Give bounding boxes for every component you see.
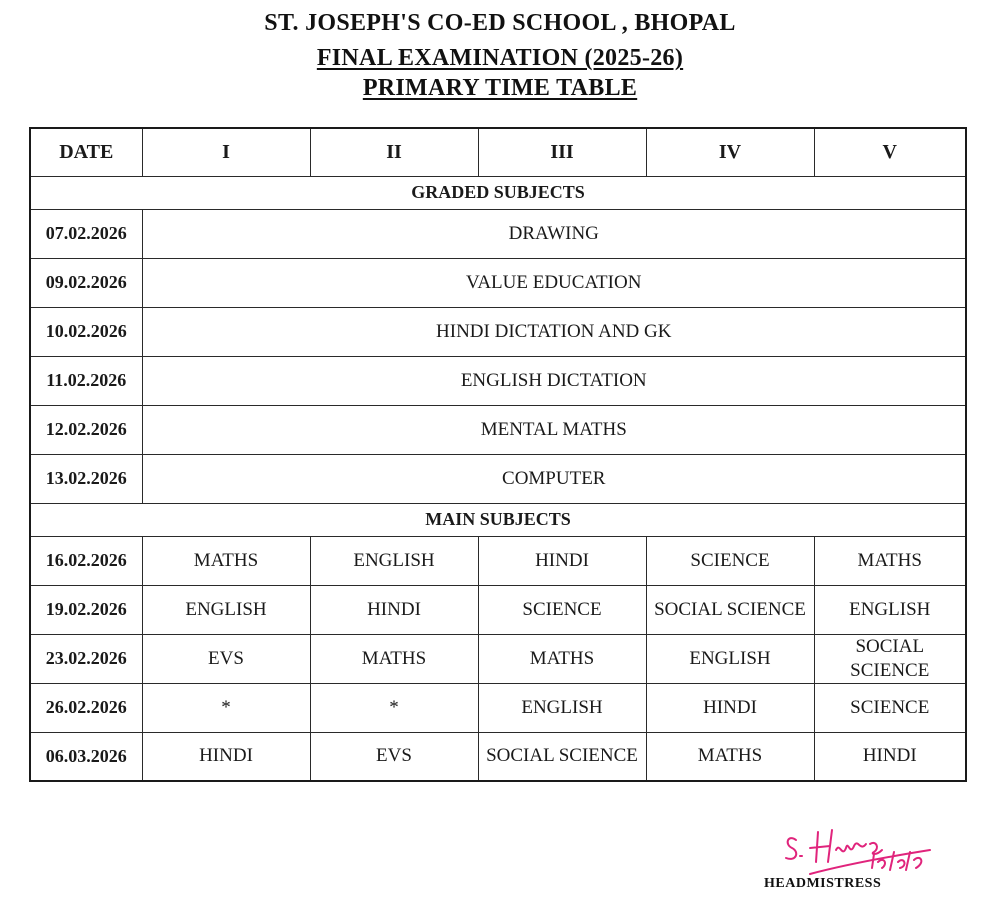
subject-cell: EVS: [310, 732, 478, 781]
col-header-class-1: I: [142, 128, 310, 176]
table-row: [30, 454, 966, 503]
exam-date: 13.02.2026: [30, 454, 142, 503]
table-row: [30, 307, 966, 356]
exam-timetable: [29, 127, 967, 782]
section-row-main: [30, 503, 966, 536]
col-header-class-2: II: [310, 128, 478, 176]
subject-cell: HINDI: [478, 536, 646, 585]
subject-cell: COMPUTER: [142, 454, 966, 503]
subject-cell: HINDI: [142, 732, 310, 781]
col-header-class-4: IV: [646, 128, 814, 176]
subject-cell: EVS: [142, 634, 310, 683]
subject-cell: ENGLISH DICTATION: [142, 356, 966, 405]
exam-date: 10.02.2026: [30, 307, 142, 356]
signature-strokes: [786, 830, 930, 874]
exam-date: 19.02.2026: [30, 585, 142, 634]
table-row: [30, 536, 966, 585]
exam-date: 06.03.2026: [30, 732, 142, 781]
col-header-class-3: III: [478, 128, 646, 176]
subject-cell: *: [142, 683, 310, 732]
subject-cell: SOCIAL SCIENCE: [478, 732, 646, 781]
subject-cell: [814, 634, 966, 683]
subject-cell: MATHS: [310, 634, 478, 683]
school-name: ST. JOSEPH'S CO-ED SCHOOL , BHOPAL: [264, 10, 736, 36]
section-row-graded: [30, 176, 966, 209]
exam-date: 07.02.2026: [30, 209, 142, 258]
subject-cell: HINDI: [646, 683, 814, 732]
table-row: [30, 258, 966, 307]
subject-cell: DRAWING: [142, 209, 966, 258]
subject-cell: HINDI: [310, 585, 478, 634]
col-header-class-5: V: [814, 128, 966, 176]
table-row: [30, 634, 966, 683]
table-row: [30, 209, 966, 258]
subject-cell: SCIENCE: [646, 536, 814, 585]
table-row: [30, 356, 966, 405]
table-title-text: PRIMARY TIME TABLE: [362, 75, 638, 101]
table-row: [30, 683, 966, 732]
headmistress-label: HEADMISTRESS: [764, 876, 882, 891]
exam-date: 12.02.2026: [30, 405, 142, 454]
subject-cell: SCIENCE: [814, 683, 966, 732]
subject-cell: MATHS: [478, 634, 646, 683]
table-row: [30, 405, 966, 454]
table-row: [30, 732, 966, 781]
header-row: [30, 128, 966, 176]
exam-title: [0, 44, 1000, 72]
table-title: [0, 74, 1000, 102]
subject-cell: SOCIAL SCIENCE: [646, 585, 814, 634]
subject-cell: VALUE EDUCATION: [142, 258, 966, 307]
exam-date: 11.02.2026: [30, 356, 142, 405]
subject-cell: ENGLISH: [142, 585, 310, 634]
exam-title-text: FINAL EXAMINATION (2025-26): [316, 45, 684, 71]
subject-cell: MATHS: [142, 536, 310, 585]
subject-cell: MENTAL MATHS: [142, 405, 966, 454]
subject-cell: MATHS: [814, 536, 966, 585]
main-section-title: MAIN SUBJECTS: [30, 503, 966, 536]
subject-cell: *: [310, 683, 478, 732]
exam-date: 26.02.2026: [30, 683, 142, 732]
exam-date: 23.02.2026: [30, 634, 142, 683]
subject-cell: ENGLISH: [310, 536, 478, 585]
exam-date: 16.02.2026: [30, 536, 142, 585]
col-header-date: DATE: [30, 128, 142, 176]
subject-cell: HINDI DICTATION AND GK: [142, 307, 966, 356]
subject-text-wrapped: SOCIAL SCIENCE: [850, 635, 930, 681]
subject-cell: ENGLISH: [814, 585, 966, 634]
subject-cell: ENGLISH: [646, 634, 814, 683]
subject-cell: HINDI: [814, 732, 966, 781]
subject-cell: ENGLISH: [478, 683, 646, 732]
table-row: [30, 585, 966, 634]
handwritten-signature: [780, 822, 940, 882]
graded-section-title: GRADED SUBJECTS: [30, 176, 966, 209]
subject-cell: MATHS: [646, 732, 814, 781]
exam-date: 09.02.2026: [30, 258, 142, 307]
subject-cell: SCIENCE: [478, 585, 646, 634]
